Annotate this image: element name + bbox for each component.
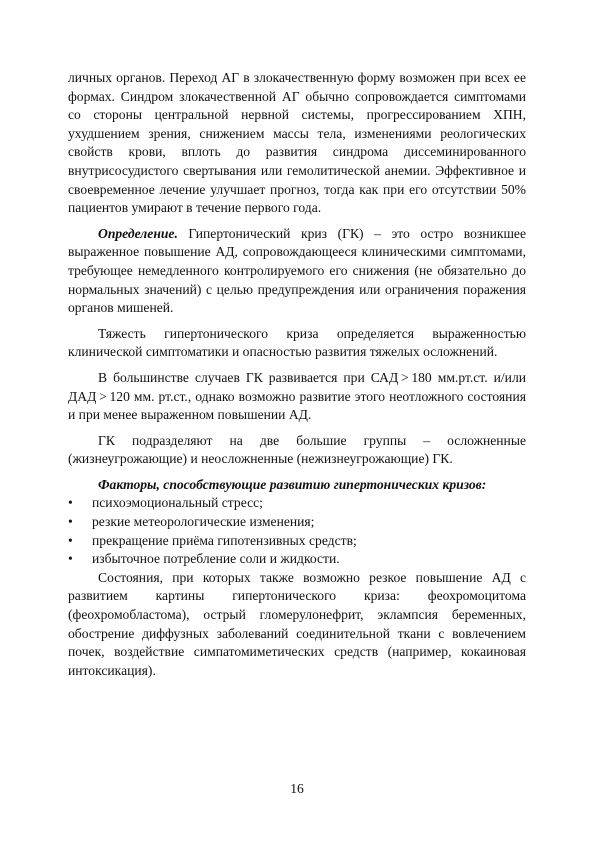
paragraph-definition bbox=[68, 225, 526, 318]
list-item bbox=[68, 494, 526, 513]
factors-heading: Факторы, способствующие развитию гипертонических кризов: bbox=[98, 476, 487, 492]
list-item bbox=[68, 513, 526, 532]
list-item bbox=[68, 550, 526, 569]
definition-text: Гипертонический криз (ГК) – это остро возникшее выраженное повышение АД, сопровождающееся клиническими симптомами, требующее немедленного контролируемого его снижения (не обязательно до нормальных значений) с целью предупреждения или ограничения поражения органов мишеней. bbox=[68, 225, 526, 316]
list-item-text: психоэмоциональный стресс; bbox=[92, 495, 263, 511]
paragraph-continuation: личных органов. Переход АГ в злокачественную форму возможен при всех ее формах. Синдром злокачественной АГ обычно сопровождается симптомами со стороны центральной нервной системы, прогрессированием ХПН, ухудшением зрения, снижением массы тела, изменениями реологических свойств крови, вплоть до развития синдрома диссеминированного внутрисосудистого свертывания или гемолитической анемии. Эффективное и своевременное лечение улучшает прогноз, тогда как при его отсутствии 50% пациентов умирают в течение первого года. bbox=[68, 70, 526, 216]
bullet-marker: • bbox=[68, 532, 73, 548]
paragraph-conditions: Состояния, при которых также возможно резкое повышение АД с развитием картины гипертонического криза: феохромоцитома (феохромобластома), острый гломерулонефрит, эклампсия беременных, обострение диффузных заболеваний соединительной ткани с вовлечением почек, воздействие симпатомиметических средств (например, кокаиновая интоксикация). bbox=[68, 569, 526, 678]
paragraph-groups: ГК подразделяют на две большие группы – осложненные (жизнеугрожающие) и неосложненные (нежизнеугрожающие) ГК. bbox=[68, 432, 526, 467]
bullet-marker: • bbox=[68, 495, 73, 511]
list-item-text: прекращение приёма гипотензивных средств; bbox=[92, 532, 357, 548]
list-item-text: резкие метеорологические изменения; bbox=[92, 514, 315, 530]
bullet-marker: • bbox=[68, 551, 73, 567]
bullet-marker: • bbox=[68, 514, 73, 530]
list-item bbox=[68, 532, 526, 551]
definition-term: Определение. bbox=[98, 225, 178, 241]
paragraph-thresholds: В большинстве случаев ГК развивается при САД > 180 мм.рт.ст. и/или ДАД > 120 мм. рт.ст., однако возможно развитие этого неотложного состояния и при менее выраженном повышении АД. bbox=[68, 369, 526, 423]
factors-list bbox=[68, 494, 526, 568]
list-item-text: избыточное потребление соли и жидкости. bbox=[92, 551, 340, 567]
page-number: 16 bbox=[290, 781, 304, 796]
paragraph-severity: Тяжесть гипертонического криза определяется выраженностью клинической симптоматики и опасностью развития тяжелых осложнений. bbox=[68, 325, 526, 360]
body-text bbox=[68, 69, 526, 680]
